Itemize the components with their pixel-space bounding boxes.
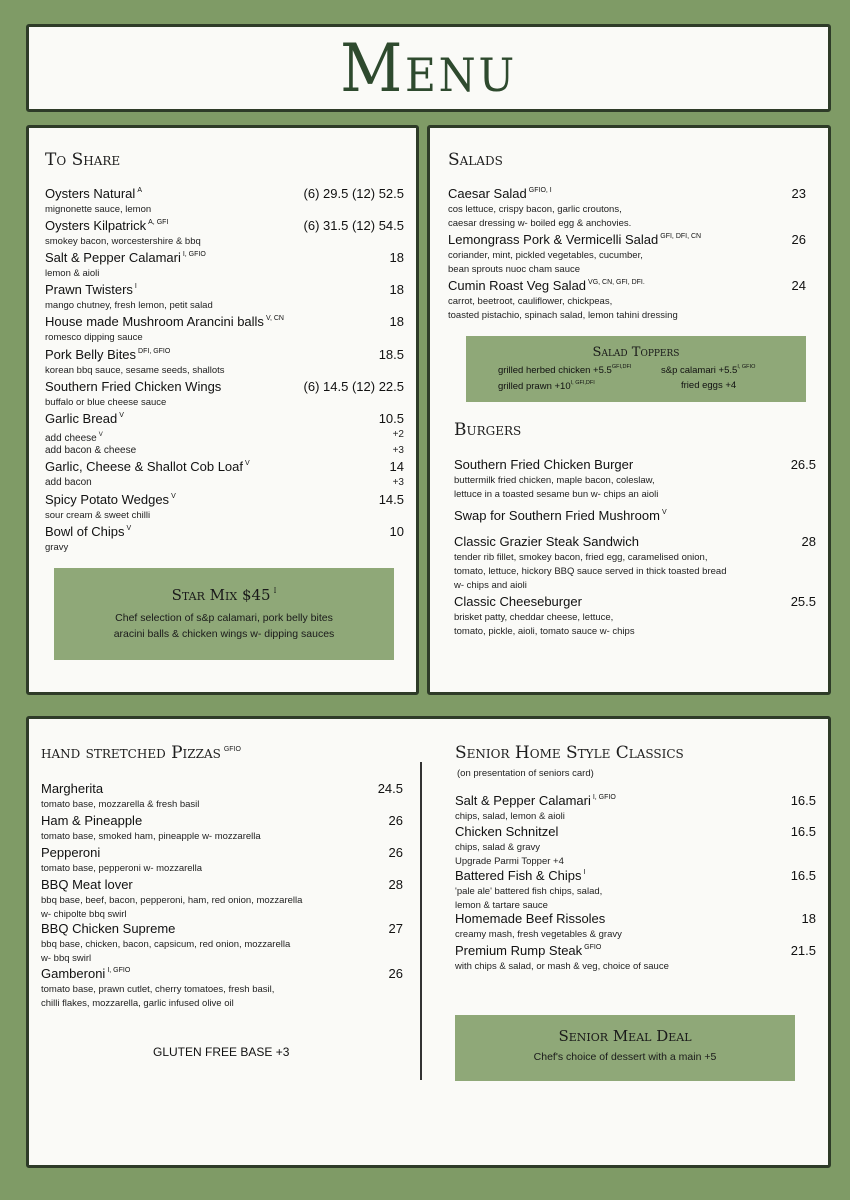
menu-item-description: buffalo or blue cheese sauce bbox=[45, 397, 167, 408]
item-name-text: Caesar Salad bbox=[448, 186, 527, 201]
menu-item-price: 16.5 bbox=[790, 868, 816, 883]
dietary-tags: DFI, GFIO bbox=[138, 348, 171, 355]
menu-item-name bbox=[45, 218, 168, 233]
menu-item-price: (6) 14.5 (12) 22.5 bbox=[303, 379, 404, 394]
item-name-text: Cumin Roast Veg Salad bbox=[448, 278, 587, 293]
item-name-text: Garlic Bread bbox=[45, 411, 118, 426]
dietary-tags: V, CN bbox=[265, 315, 284, 322]
menu-item-name bbox=[455, 793, 616, 808]
gluten-free-base: GLUTEN FREE BASE +3 bbox=[153, 1045, 290, 1059]
menu-item-price: 18.5 bbox=[378, 347, 404, 362]
salad-toppers-title: Salad Toppers bbox=[592, 345, 680, 360]
menu-item-description: bbq base, chicken, bacon, capsicum, red onion, mozzarella bbox=[41, 939, 291, 950]
menu-item-price: 21.5 bbox=[790, 943, 816, 958]
menu-item-name bbox=[41, 921, 175, 936]
menu-item-name bbox=[41, 781, 103, 796]
item-name-text: Oysters Natural bbox=[45, 186, 136, 201]
addon-text: add bacon bbox=[45, 477, 92, 488]
menu-item-price: 24 bbox=[791, 278, 806, 293]
item-name-text: Garlic, Cheese & Shallot Cob Loaf bbox=[45, 459, 243, 474]
item-name-text: Pepperoni bbox=[41, 845, 101, 860]
dietary-tags: V bbox=[245, 460, 250, 467]
menu-item-description: creamy mash, fresh vegetables & gravy bbox=[455, 929, 622, 940]
menu-item-price: 24.5 bbox=[377, 781, 403, 796]
item-name-text: Bowl of Chips bbox=[45, 524, 125, 539]
seniors-title: Senior Home Style Classics bbox=[455, 743, 684, 763]
menu-item-description: caesar dressing w- boiled egg & anchovies. bbox=[448, 218, 632, 229]
salads-burgers-panel bbox=[427, 125, 831, 695]
item-name-text: Margherita bbox=[41, 781, 104, 796]
menu-item-name bbox=[448, 232, 701, 247]
item-name-text: Southern Fried Chicken Burger bbox=[454, 457, 634, 472]
menu-item-name bbox=[45, 492, 176, 507]
dietary-tags: I, GFIO bbox=[107, 967, 131, 974]
menu-item-price: (6) 29.5 (12) 52.5 bbox=[303, 186, 404, 201]
item-name-text: Pork Belly Bites bbox=[45, 347, 137, 362]
seniors-subtitle: (on presentation of seniors card) bbox=[457, 768, 594, 779]
star-mix-line: Chef selection of s&p calamari, pork belly bites bbox=[115, 612, 333, 624]
dietary-tags: VG, CN, GFI, DFI. bbox=[588, 279, 645, 286]
addon-text: add cheese bbox=[45, 433, 97, 444]
item-name-text: Prawn Twisters bbox=[45, 282, 133, 297]
dietary-tags: GFIO bbox=[584, 944, 602, 951]
item-name-text: Swap for Southern Fried Mushroom bbox=[454, 508, 660, 523]
menu-item-name bbox=[41, 813, 142, 828]
item-name-text: House made Mushroom Arancini balls bbox=[45, 314, 264, 329]
menu-item-description: with chips & salad, or mash & veg, choice of sauce bbox=[455, 961, 669, 972]
dietary-tags: I bbox=[134, 283, 137, 290]
star-mix-title: Star Mix $45 $^I$ bbox=[171, 586, 277, 604]
menu-item-description: chips, salad, lemon & aioli bbox=[455, 811, 565, 822]
menu-item-description: tomato base, pepperoni w- mozzarella bbox=[41, 863, 203, 874]
burgers-title: Burgers bbox=[454, 420, 522, 440]
dietary-tags: I, GFIO bbox=[182, 251, 206, 258]
menu-item-name bbox=[455, 824, 558, 839]
menu-item-name bbox=[45, 314, 284, 329]
menu-item-price: 26.5 bbox=[790, 457, 816, 472]
dietary-tags: GFI, DFI, CN bbox=[660, 233, 702, 240]
menu-item-price: 28 bbox=[801, 534, 816, 549]
menu-item-price: 27 bbox=[388, 921, 403, 936]
menu-item-description: romesco dipping sauce bbox=[45, 332, 143, 343]
menu-item-name bbox=[454, 594, 582, 609]
menu-item-price: 26 bbox=[388, 845, 403, 860]
menu-item-description: cos lettuce, crispy bacon, garlic croutons, bbox=[448, 204, 622, 215]
menu-item-name bbox=[45, 250, 206, 265]
item-name-text: Premium Rump Steak bbox=[455, 943, 583, 958]
menu-item-description: bbq base, beef, bacon, pepperoni, ham, red onion, mozzarella bbox=[41, 895, 303, 906]
to-share-title: To Share bbox=[45, 150, 121, 170]
item-name-text: Southern Fried Chicken Wings bbox=[45, 379, 222, 394]
menu-item-price: 16.5 bbox=[790, 793, 816, 808]
menu-item-price: 26 bbox=[791, 232, 806, 247]
menu-item-price: 18 bbox=[801, 911, 816, 926]
item-name-text: Ham & Pineapple bbox=[41, 813, 143, 828]
menu-item-price: 26 bbox=[388, 813, 403, 828]
item-name-text: Lemongrass Pork & Vermicelli Salad bbox=[448, 232, 659, 247]
menu-item-description: 'pale ale' battered fish chips, salad, bbox=[455, 886, 603, 897]
item-name-text: Battered Fish & Chips bbox=[455, 868, 582, 883]
menu-item-name bbox=[455, 868, 585, 883]
menu-item-description: mango chutney, fresh lemon, petit salad bbox=[45, 300, 213, 311]
menu-item-description: tomato, pickle, aioli, tomato sauce w- chips bbox=[454, 626, 635, 637]
item-name-text: Oysters Kilpatrick bbox=[45, 218, 147, 233]
salad-toppers-box bbox=[466, 336, 806, 402]
item-name-text: BBQ Chicken Supreme bbox=[41, 921, 176, 936]
menu-item-name bbox=[454, 457, 633, 472]
item-name-text: Salt & Pepper Calamari bbox=[45, 250, 181, 265]
menu-item-name bbox=[454, 534, 639, 549]
item-name-text: Homemade Beef Rissoles bbox=[455, 911, 606, 926]
addon-price: +3 bbox=[392, 477, 404, 488]
addon-price: +2 bbox=[392, 429, 404, 440]
dietary-tags: V bbox=[171, 493, 176, 500]
menu-item-description: buttermilk fried chicken, maple bacon, coleslaw, bbox=[454, 475, 655, 486]
addon-label bbox=[45, 444, 136, 458]
menu-item-name bbox=[45, 347, 170, 362]
menu-item-price: 10 bbox=[389, 524, 404, 539]
menu-item-price: 26 bbox=[388, 966, 403, 981]
dietary-tags: GFIO, I bbox=[528, 187, 552, 194]
menu-item-description: mignonette sauce, lemon bbox=[45, 204, 152, 215]
menu-item-name bbox=[41, 877, 133, 892]
addon-text: add bacon & cheese bbox=[45, 445, 137, 456]
item-name-text: Salt & Pepper Calamari bbox=[455, 793, 591, 808]
menu-item-description: tomato base, mozzarella & fresh basil bbox=[41, 799, 200, 810]
menu-item-name bbox=[455, 911, 605, 926]
salads-title: Salads bbox=[448, 150, 503, 170]
menu-item-description: tomato base, smoked ham, pineapple w- mozzarella bbox=[41, 831, 261, 842]
menu-item-name bbox=[454, 508, 667, 523]
menu-title: Menu bbox=[340, 30, 517, 107]
dietary-tags: I, GFIO bbox=[592, 794, 616, 801]
menu-item-description: coriander, mint, pickled vegetables, cucumber, bbox=[448, 250, 643, 261]
senior-meal-deal-line: Chef's choice of dessert with a main +5 bbox=[533, 1051, 717, 1063]
pizzas-seniors-panel bbox=[26, 716, 831, 1168]
dietary-tags: I bbox=[583, 869, 586, 876]
menu-item-description: chilli flakes, mozzarella, garlic infused olive oil bbox=[41, 998, 234, 1009]
menu-item-description: w- bbq swirl bbox=[41, 953, 92, 964]
menu-item-description: sour cream & sweet chilli bbox=[45, 510, 151, 521]
menu-item-name bbox=[45, 186, 142, 201]
pizzas-title: hand stretched Pizzas $^{GFIO}$ bbox=[41, 743, 241, 763]
menu-item-name bbox=[41, 966, 130, 981]
addon-label bbox=[45, 476, 92, 490]
dietary-tags: V bbox=[661, 509, 667, 516]
menu-item-description: tomato, lettuce, hickory BBQ sauce served in thick toasted bread bbox=[454, 566, 727, 577]
dietary-tags: A bbox=[137, 187, 142, 194]
menu-item-description: carrot, beetroot, cauliflower, chickpeas, bbox=[448, 296, 613, 307]
menu-item-name bbox=[45, 379, 221, 394]
item-name-text: BBQ Meat lover bbox=[41, 877, 133, 892]
column-divider bbox=[420, 762, 422, 1080]
menu-item-description: Upgrade Parmi Topper +4 bbox=[455, 856, 564, 867]
menu-item-price: 16.5 bbox=[790, 824, 816, 839]
menu-item-name bbox=[448, 186, 552, 201]
menu-item-description: tomato base, prawn cutlet, cherry tomatoes, fresh basil, bbox=[41, 984, 275, 995]
menu-item-description: korean bbq sauce, sesame seeds, shallots bbox=[45, 365, 225, 376]
menu-item-name bbox=[41, 845, 100, 860]
menu-item-description: w- chipolte bbq swirl bbox=[41, 909, 127, 920]
menu-item-name bbox=[45, 411, 124, 426]
item-name-text: Spicy Potato Wedges bbox=[45, 492, 170, 507]
dietary-tags: A, GFI bbox=[148, 219, 169, 226]
item-name-text: Chicken Schnitzel bbox=[455, 824, 559, 839]
star-mix-line: aracini balls & chicken wings w- dipping sauces bbox=[113, 628, 335, 640]
menu-item-name bbox=[455, 943, 601, 958]
menu-item-price: 18 bbox=[389, 250, 404, 265]
dietary-tags: V bbox=[119, 412, 124, 419]
menu-item-name bbox=[448, 278, 645, 293]
menu-item-description: tender rib fillet, smokey bacon, fried egg, caramelised onion, bbox=[454, 552, 708, 563]
star-mix-box bbox=[54, 568, 394, 660]
menu-item-description: w- chips and aioli bbox=[454, 580, 527, 591]
menu-item-description: bean sprouts nuoc cham sauce bbox=[448, 264, 581, 275]
dietary-tags: V bbox=[98, 432, 103, 438]
to-share-panel bbox=[26, 125, 419, 695]
topper-eggs: fried eggs +4 bbox=[681, 380, 737, 391]
menu-item-price: 18 bbox=[389, 314, 404, 329]
topper-calamari: s&p calamari $+5.5^{I, GFIO}$ bbox=[661, 364, 756, 376]
topper-prawn: grilled prawn $+10^{I, GFI,DFI}$ bbox=[498, 380, 595, 392]
menu-item-description: brisket patty, cheddar cheese, lettuce, bbox=[454, 612, 614, 623]
menu-header bbox=[26, 24, 831, 112]
item-name-text: Gamberoni bbox=[41, 966, 106, 981]
dietary-tags: V bbox=[126, 525, 132, 532]
menu-item-description: lettuce in a toasted sesame bun w- chips an aioli bbox=[454, 489, 659, 500]
item-name-text: Classic Cheeseburger bbox=[454, 594, 582, 609]
menu-item-description: gravy bbox=[45, 542, 69, 553]
topper-chicken: grilled herbed chicken $+5.5^{GFI,DFI}$ bbox=[498, 364, 632, 376]
item-name-text: Classic Grazier Steak Sandwich bbox=[454, 534, 639, 549]
addon-price: +3 bbox=[392, 445, 404, 456]
menu-item-price: 23 bbox=[791, 186, 806, 201]
menu-item-price: 28 bbox=[388, 877, 403, 892]
senior-meal-deal-title: Senior Meal Deal bbox=[558, 1027, 692, 1045]
menu-item-description: smokey bacon, worcestershire & bbq bbox=[45, 236, 201, 247]
menu-item-description: toasted pistachio, spinach salad, lemon tahini dressing bbox=[448, 310, 678, 321]
menu-item-description: lemon & aioli bbox=[45, 268, 100, 279]
senior-meal-deal-box bbox=[455, 1015, 795, 1081]
menu-item-price: 25.5 bbox=[790, 594, 816, 609]
menu-item-price: 14 bbox=[389, 459, 404, 474]
menu-item-name bbox=[45, 459, 250, 474]
menu-item-name bbox=[45, 282, 137, 297]
menu-item-price: 10.5 bbox=[378, 411, 404, 426]
menu-item-price: 18 bbox=[389, 282, 404, 297]
menu-item-description: chips, salad & gravy bbox=[455, 842, 541, 853]
menu-item-price: (6) 31.5 (12) 54.5 bbox=[303, 218, 404, 233]
menu-item-price: 14.5 bbox=[378, 492, 404, 507]
menu-item-name bbox=[45, 524, 131, 539]
menu-item-description: lemon & tartare sauce bbox=[455, 900, 548, 911]
